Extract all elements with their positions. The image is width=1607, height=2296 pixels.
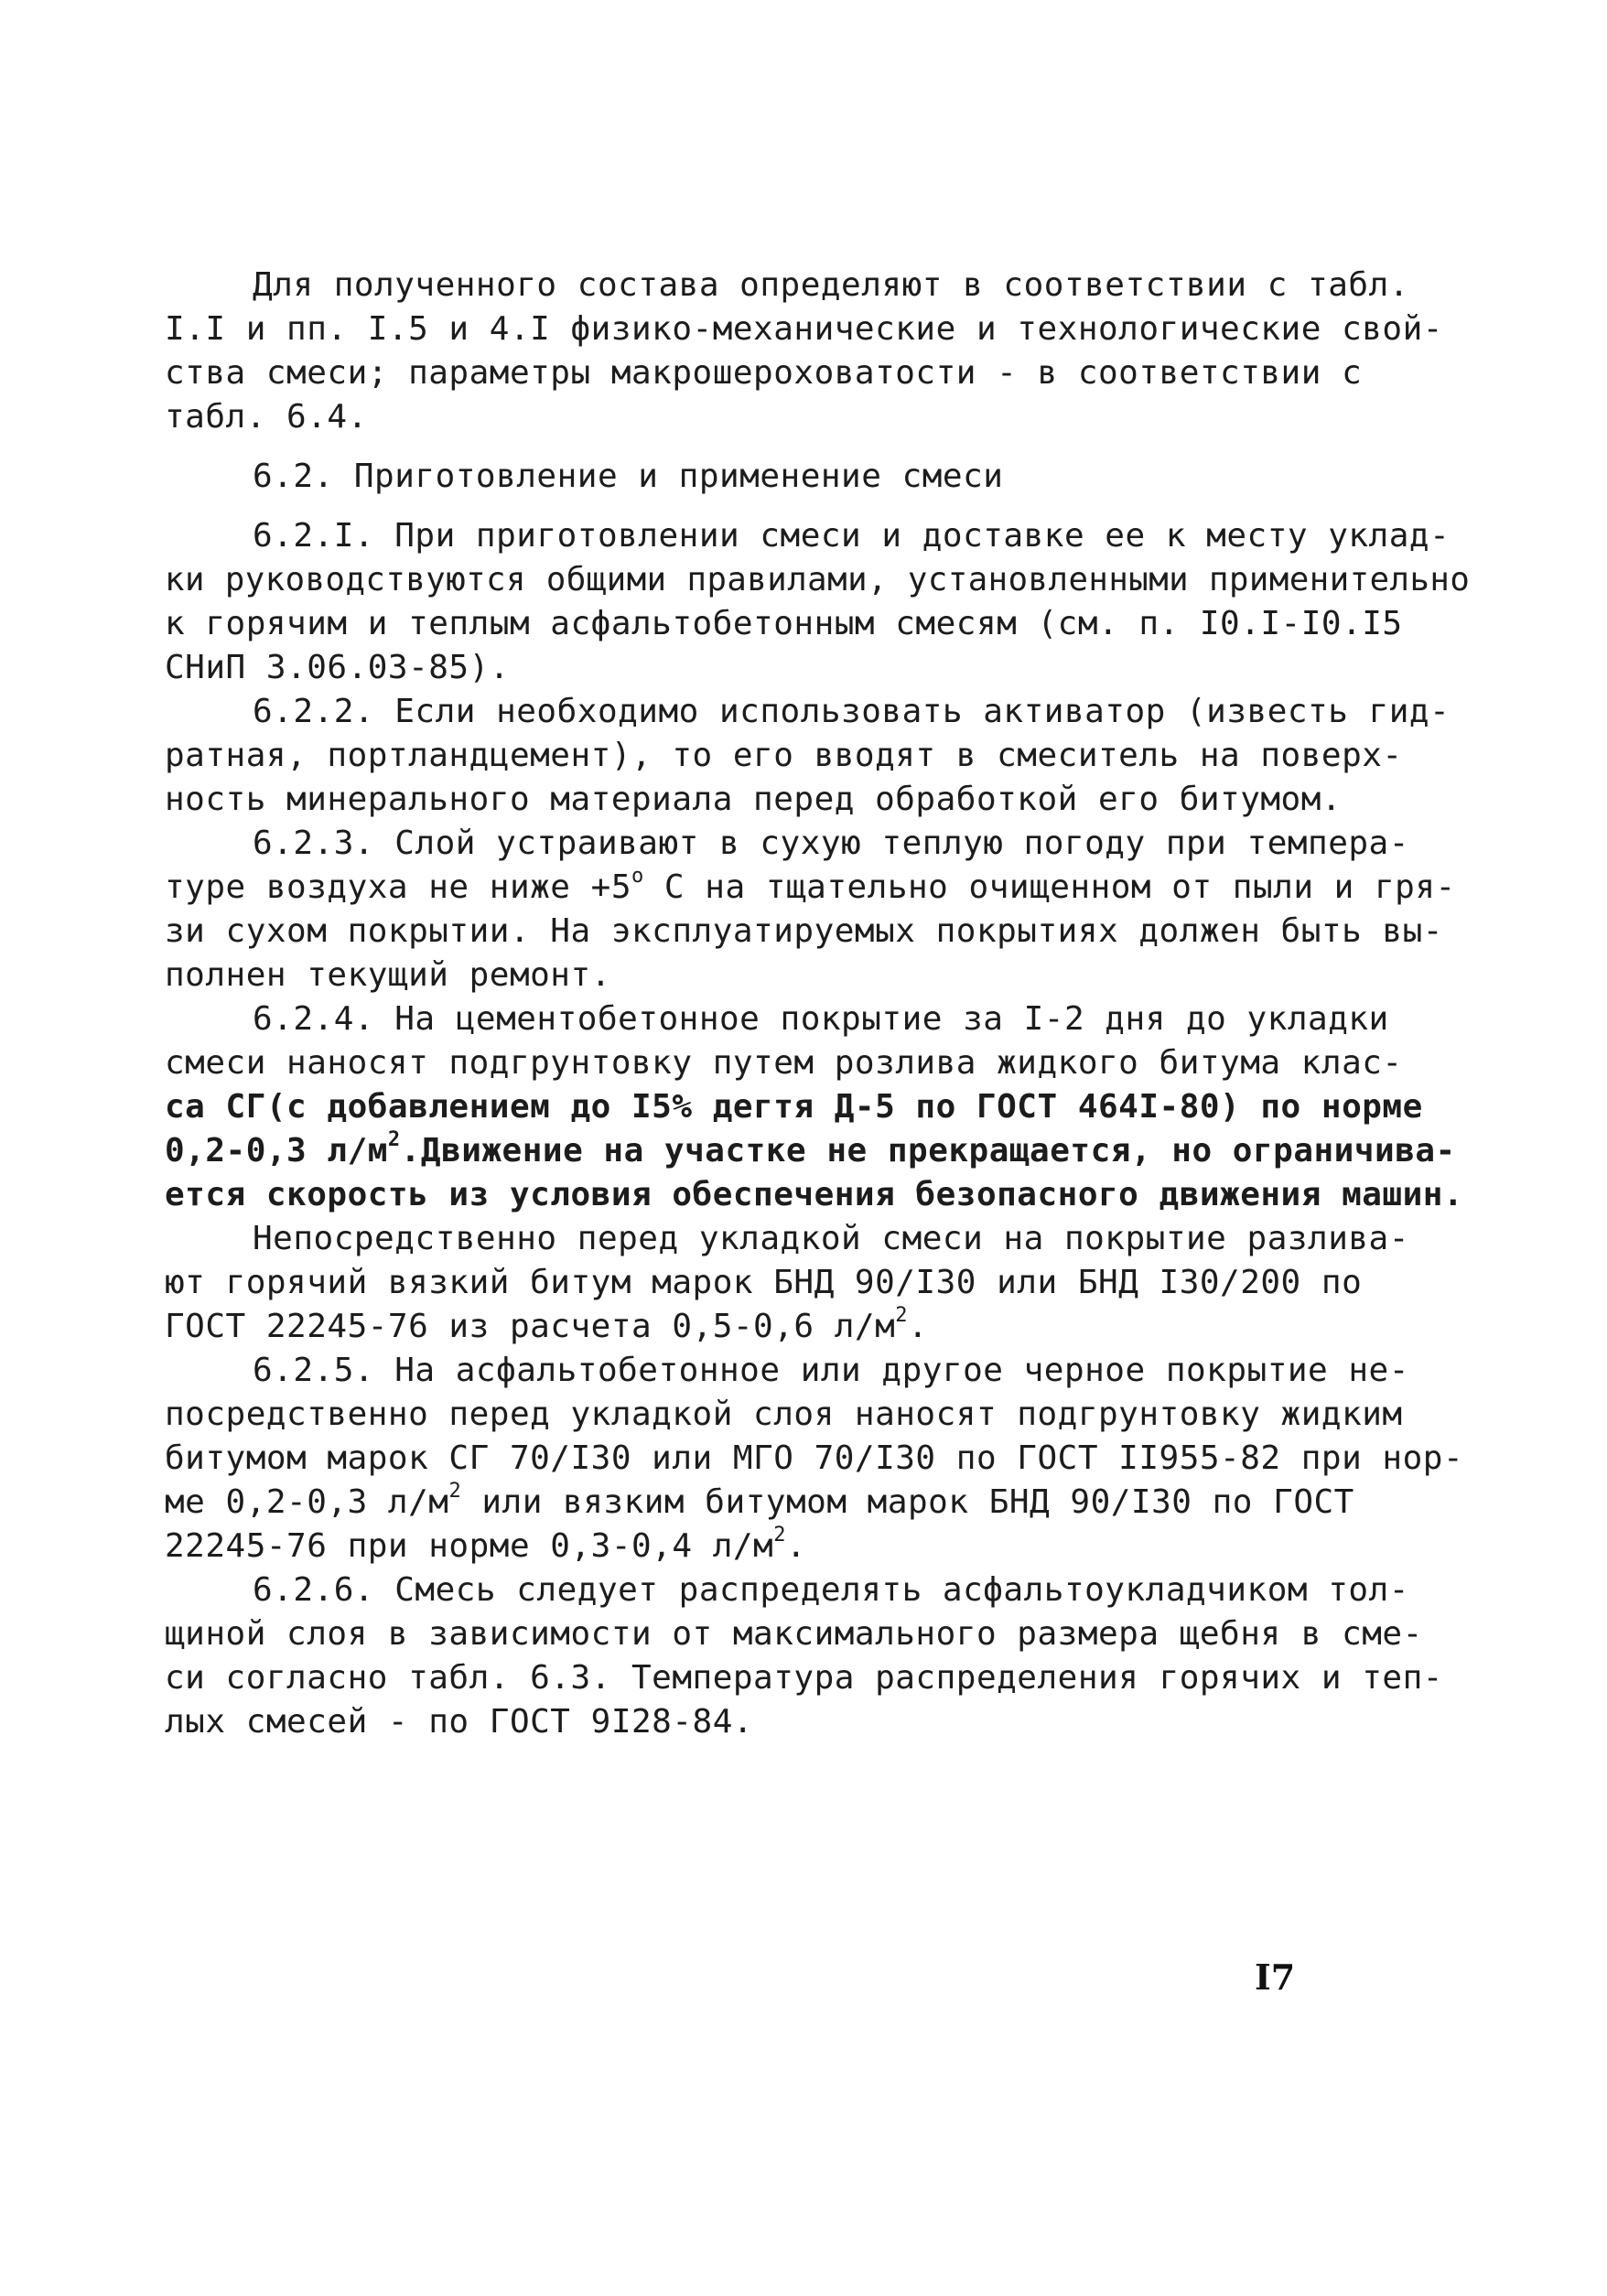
superscript-exponent: 2 xyxy=(895,1304,909,1327)
text-line: Непосредственно перед укладкой смеси на покрытие разлива- xyxy=(253,1220,1409,1257)
text-line: 6.2.5. На асфальтобетонное или другое черное покрытие не- xyxy=(253,1352,1409,1389)
text-line: 6.2.4. На цементобетонное покрытие за I-2 дня до укладки xyxy=(253,1000,1389,1038)
text-line xyxy=(165,1305,928,1349)
text-fragment: 0,2-0,3 л/м xyxy=(165,1132,388,1170)
text-line: I.I и пп. I.5 и 4.I физико-механические и технологические свой- xyxy=(165,310,1443,348)
text-line: си согласно табл. 6.3. Температура распределения горячих и теп- xyxy=(165,1659,1443,1697)
text-line: к горячим и теплым асфальтобетонным смесям (см. п. I0.I-I0.I5 xyxy=(165,605,1403,642)
text-fragment: ме 0,2-0,3 л/м xyxy=(165,1483,449,1521)
text-line: 6.2.2. Если необходимо использовать активатор (известь гид- xyxy=(253,693,1451,730)
text-fragment: туре воздуха не ниже +5 xyxy=(165,868,631,906)
text-line: полнен текущий ремонт. xyxy=(165,956,611,994)
text-line xyxy=(165,866,1456,910)
superscript-exponent: 2 xyxy=(448,1480,462,1503)
text-fragment: ГОСТ 22245-76 из расчета 0,5-0,6 л/м xyxy=(165,1308,896,1345)
text-line: 6.2.6. Смесь следует распределять асфальтоукладчиком тол- xyxy=(253,1571,1409,1609)
superscript-degree: о xyxy=(631,865,644,888)
text-line: смеси наносят подгрунтовку путем розлива жидкого битума клас- xyxy=(165,1044,1403,1082)
text-line: посредственно перед укладкой слоя наносят подгрунтовку жидким xyxy=(165,1396,1403,1433)
text-line: зи сухом покрытии. На эксплуатируемых покрытиях должен быть вы- xyxy=(165,912,1443,950)
text-line: ратная, портландцемент), то его вводят в смеситель на поверх- xyxy=(165,737,1403,774)
text-fragment: С на тщательно очищенном от пыли и гря- xyxy=(643,868,1456,906)
text-fragment: 22245-76 при норме 0,3-0,4 л/м xyxy=(165,1527,774,1565)
text-line: СНиП 3.06.03-85). xyxy=(165,649,510,686)
text-line xyxy=(165,1525,806,1568)
superscript-exponent: 2 xyxy=(387,1128,401,1151)
text-line: битумом марок СГ 70/I30 или МГО 70/I30 по ГОСТ II955-82 при нор- xyxy=(165,1439,1464,1477)
text-line: щиной слоя в зависимости от максимального размера щебня в сме- xyxy=(165,1615,1423,1653)
text-fragment: .Движение на участке не прекращается, но ограничива- xyxy=(400,1132,1456,1170)
text-line: 6.2.I. При приготовлении смеси и доставке ее к месту уклад- xyxy=(253,517,1451,555)
text-line: лых смесей - по ГОСТ 9I28-84. xyxy=(165,1703,754,1741)
text-line: табл. 6.4. xyxy=(165,398,368,436)
text-line xyxy=(165,1129,1456,1173)
superscript-exponent: 2 xyxy=(773,1524,786,1547)
text-fragment: или вязким битумом марок БНД 90/I30 по ГОСТ xyxy=(461,1483,1354,1521)
text-fragment: . xyxy=(908,1308,929,1345)
text-line: са СГ(с добавлением до I5% дегтя Д-5 по ГОСТ 464I-80) по норме xyxy=(165,1088,1423,1126)
text-fragment: . xyxy=(785,1527,807,1565)
text-line: ность минерального материала перед обработкой его битумом. xyxy=(165,781,1343,818)
text-line: ства смеси; параметры макрошероховатости - в соответствии с xyxy=(165,354,1363,392)
text-line: ки руководствуются общими правилами, установленными применительно xyxy=(165,561,1471,598)
text-line: ется скорость из условия обеспечения безопасного движения машин. xyxy=(165,1176,1464,1213)
text-line: Для полученного состава определяют в соответствии с табл. xyxy=(253,266,1409,304)
section-heading: 6.2. Приготовление и применение смеси xyxy=(253,458,1004,495)
page-number: I7 xyxy=(1255,1956,1296,1998)
text-line: 6.2.3. Слой устраивают в сухую теплую погоду при темпера- xyxy=(253,825,1409,862)
text-line: ют горячий вязкий битум марок БНД 90/I30 или БНД I30/200 по xyxy=(165,1264,1363,1301)
text-line xyxy=(165,1481,1354,1525)
